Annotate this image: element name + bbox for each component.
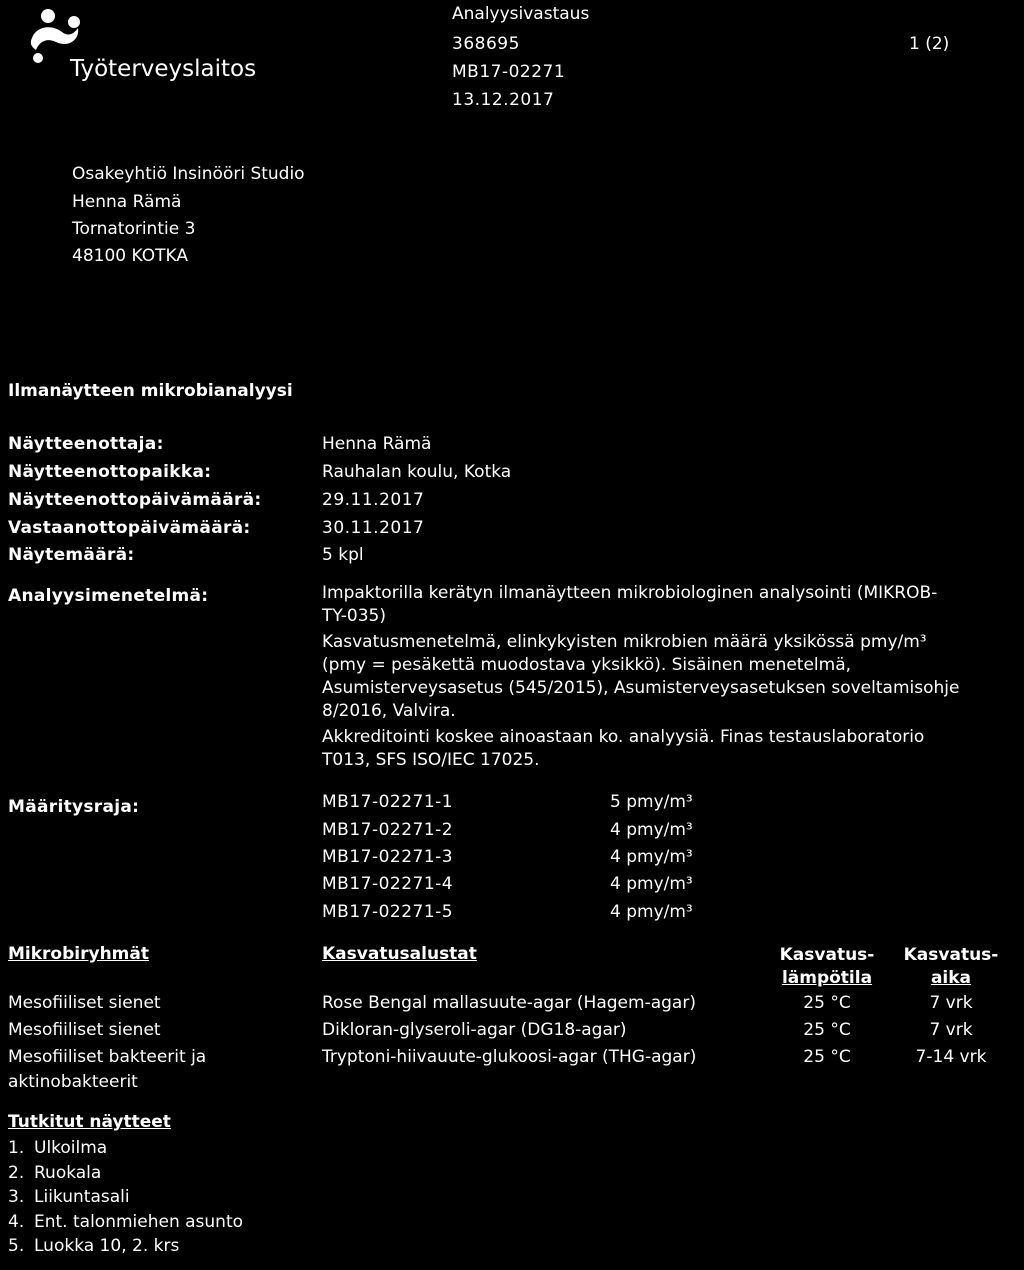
report-date: 13.12.2017 bbox=[452, 90, 555, 110]
recipient-city: 48100 KOTKA bbox=[72, 246, 188, 266]
method-paragraph: Kasvatusmenetelmä, elinkykyisten mikrobien määrä yksikössä pmy/m³ (pmy = pesäkettä muodostava yksikkö). Sisäinen menetelmä, Asumisterveysasetus (545/2015), Asumisterveysasetuksen soveltamisohje 8/2016, Valvira. bbox=[322, 632, 960, 721]
sample-code: MB17-02271-2 bbox=[322, 820, 454, 840]
samples-list bbox=[8, 1138, 243, 1261]
column-header-time: Kasvatus- aika bbox=[903, 945, 999, 988]
samples-heading: Tutkitut näytteet bbox=[8, 1112, 171, 1132]
method-paragraph: Akkreditointi koskee ainoastaan ko. analyysiä. Finas testauslaboratorio T013, SFS ISO/IEC 17025. bbox=[322, 727, 925, 770]
info-label: Vastaanottopäivämäärä: bbox=[8, 518, 251, 538]
table-cell-time: 7-14 vrk bbox=[915, 1047, 987, 1067]
table-cell-group-continued: aktinobakteerit bbox=[8, 1072, 138, 1092]
info-value: 29.11.2017 bbox=[322, 490, 425, 510]
table-cell-temperature: 25 °C bbox=[803, 1020, 851, 1040]
info-label: Näytteenottopaikka: bbox=[8, 462, 212, 482]
table-cell-medium: Tryptoni-hiivauute-glukoosi-agar (THG-agar) bbox=[322, 1047, 697, 1067]
column-header-temperature: Kasvatus- lämpötila bbox=[779, 945, 875, 988]
method-description bbox=[322, 582, 1022, 772]
table-cell-time: 7 vrk bbox=[929, 1020, 973, 1040]
info-label: Näytteenottopäivämäärä: bbox=[8, 490, 262, 510]
table-cell-time: 7 vrk bbox=[929, 993, 973, 1013]
sample-limit: 4 pmy/m³ bbox=[610, 847, 693, 867]
list-item: 5. Luokka 10, 2. krs bbox=[8, 1236, 180, 1256]
info-value: 5 kpl bbox=[322, 545, 364, 565]
report-number: 368695 bbox=[452, 34, 520, 54]
list-item: 3. Liikuntasali bbox=[8, 1187, 130, 1207]
organization-logo bbox=[22, 4, 92, 64]
page-number: 1 (2) bbox=[909, 34, 950, 54]
recipient-street: Tornatorintie 3 bbox=[72, 219, 196, 239]
reference-code: MB17-02271 bbox=[452, 62, 566, 82]
sample-limit: 4 pmy/m³ bbox=[610, 902, 693, 922]
info-value: 30.11.2017 bbox=[322, 518, 425, 538]
detection-limit-label: Määritysraja: bbox=[8, 797, 140, 817]
sample-code: MB17-02271-4 bbox=[322, 874, 454, 894]
sample-code: MB17-02271-3 bbox=[322, 847, 454, 867]
list-item: 2. Ruokala bbox=[8, 1162, 102, 1183]
document-title: Ilmanäytteen mikrobianalyysi bbox=[8, 381, 293, 401]
table-cell-group: Mesofiiliset sienet bbox=[8, 1020, 161, 1040]
table-cell-temperature: 25 °C bbox=[803, 1047, 851, 1067]
table-cell-medium: Dikloran-glyseroli-agar (DG18-agar) bbox=[322, 1020, 627, 1040]
info-value: Henna Rämä bbox=[322, 434, 432, 454]
list-item: 4. Ent. talonmiehen asunto bbox=[8, 1211, 244, 1232]
table-cell-group: Mesofiiliset sienet bbox=[8, 993, 161, 1013]
sample-limit: 4 pmy/m³ bbox=[610, 874, 693, 894]
sample-code: MB17-02271-5 bbox=[322, 902, 454, 922]
column-header-groups: Mikrobiryhmät bbox=[8, 944, 149, 964]
sample-code: MB17-02271-1 bbox=[322, 792, 454, 812]
method-paragraph: Impaktorilla kerätyn ilmanäytteen mikrobiologinen analysointi (MIKROB- TY-035) bbox=[322, 583, 938, 626]
list-item: 1. Ulkoilma bbox=[8, 1138, 108, 1158]
info-value: Rauhalan koulu, Kotka bbox=[322, 462, 512, 482]
organization-name: Työterveyslaitos bbox=[70, 56, 257, 82]
recipient-company: Osakeyhtiö Insinööri Studio bbox=[72, 164, 305, 184]
sample-limit: 4 pmy/m³ bbox=[610, 820, 693, 840]
method-label: Analyysimenetelmä: bbox=[8, 586, 209, 606]
table-cell-medium: Rose Bengal mallasuute-agar (Hagem-agar) bbox=[322, 993, 696, 1013]
table-cell-group: Mesofiiliset bakteerit ja bbox=[8, 1047, 207, 1067]
recipient-person: Henna Rämä bbox=[72, 192, 182, 212]
table-cell-temperature: 25 °C bbox=[803, 993, 851, 1013]
logo-icon bbox=[22, 4, 92, 64]
info-label: Näytemäärä: bbox=[8, 545, 135, 565]
column-header-media: Kasvatusalustat bbox=[322, 944, 477, 964]
info-label: Näytteenottaja: bbox=[8, 434, 164, 454]
document-type: Analyysivastaus bbox=[452, 4, 590, 24]
sample-limit: 5 pmy/m³ bbox=[610, 792, 693, 812]
